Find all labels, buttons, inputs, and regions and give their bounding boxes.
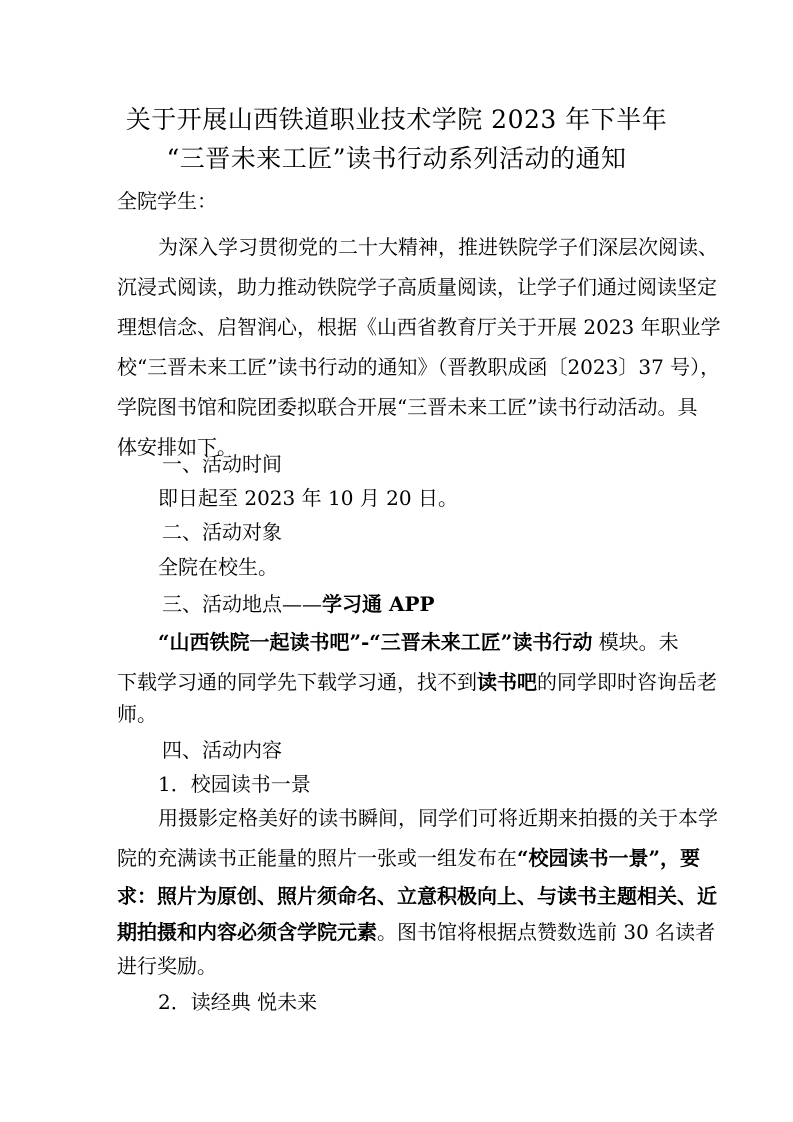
section-3-line-3: 师。 [117,702,157,726]
section-3-line-2-pre: 下载学习通的同学先下载学习通，找不到 [117,670,477,694]
item-1-line-4-bold: 期拍摄和内容必须含学院元素 [117,920,377,944]
intro-line-6: 体安排如下。 [117,435,237,459]
section-3-line-2-post: 的同学即时咨询岳老 [537,670,717,694]
section-3-line-1 [158,628,679,656]
item-1-line-3-bold: 求：照片为原创、照片须命名、立意积极向上、与读书主题相关、近 [117,884,717,908]
item-1-line-5: 进行奖励。 [117,954,217,978]
item-1-line-4-post: 。图书馆将根据点赞数选前 30 名读者 [377,920,716,944]
section-2-text: 全院在校生。 [158,555,278,579]
item-1-line-3 [117,882,717,910]
item-2-title: 2．读经典 悦未来 [158,990,318,1014]
section-3-line-1-rest: 模块。未 [592,630,679,654]
item-1-line-1: 用摄影定格美好的读书瞬间，同学们可将近期来拍摄的关于本学 [158,806,718,830]
section-3-line-2 [117,668,717,696]
intro-line-3: 理想信念、启智润心，根据《山西省教育厅关于开展 2023 年职业学 [117,315,721,339]
section-3-heading-label: 三、活动地点—— [162,592,322,616]
intro-line-5: 学院图书馆和院团委拟联合开展“三晋未来工匠”读书行动活动。具 [117,395,698,419]
intro-line-4: 校“三晋未来工匠”读书行动的通知》（晋教职成函〔2023〕37 号）， [117,355,721,379]
item-1-line-2-pre: 院的充满读书正能量的照片一张或一组发布在 [117,846,517,870]
title-line-2: “三晋未来工匠”读书行动系列活动的通知 [166,144,627,173]
section-3-heading [162,590,435,618]
item-1-line-4 [117,918,716,946]
section-3-module-name: “山西铁院一起读书吧”-“三晋未来工匠”读书行动 [158,630,593,654]
section-4-heading: 四、活动内容 [162,738,282,762]
title-line-1: 关于开展山西铁道职业技术学院 2023 年下半年 [125,105,668,134]
intro-line-2: 沉浸式阅读，助力推动铁院学子高质量阅读，让学子们通过阅读坚定 [117,275,717,299]
intro-line-1: 为深入学习贯彻党的二十大精神，推进铁院学子们深层次阅读、 [158,235,718,259]
section-3-line-2-bold: 读书吧 [477,670,537,694]
section-1-heading: 一、活动时间 [162,452,282,476]
section-1-text: 即日起至 2023 年 10 月 20 日。 [158,486,458,510]
section-3-heading-bold: 学习通 APP [322,592,435,616]
section-2-heading: 二、活动对象 [162,520,282,544]
item-1-line-2 [117,844,701,872]
item-1-title: 1．校园读书一景 [158,772,311,796]
salutation: 全院学生： [117,189,217,213]
item-1-line-2-bold: “校园读书一景”，要 [517,846,701,870]
